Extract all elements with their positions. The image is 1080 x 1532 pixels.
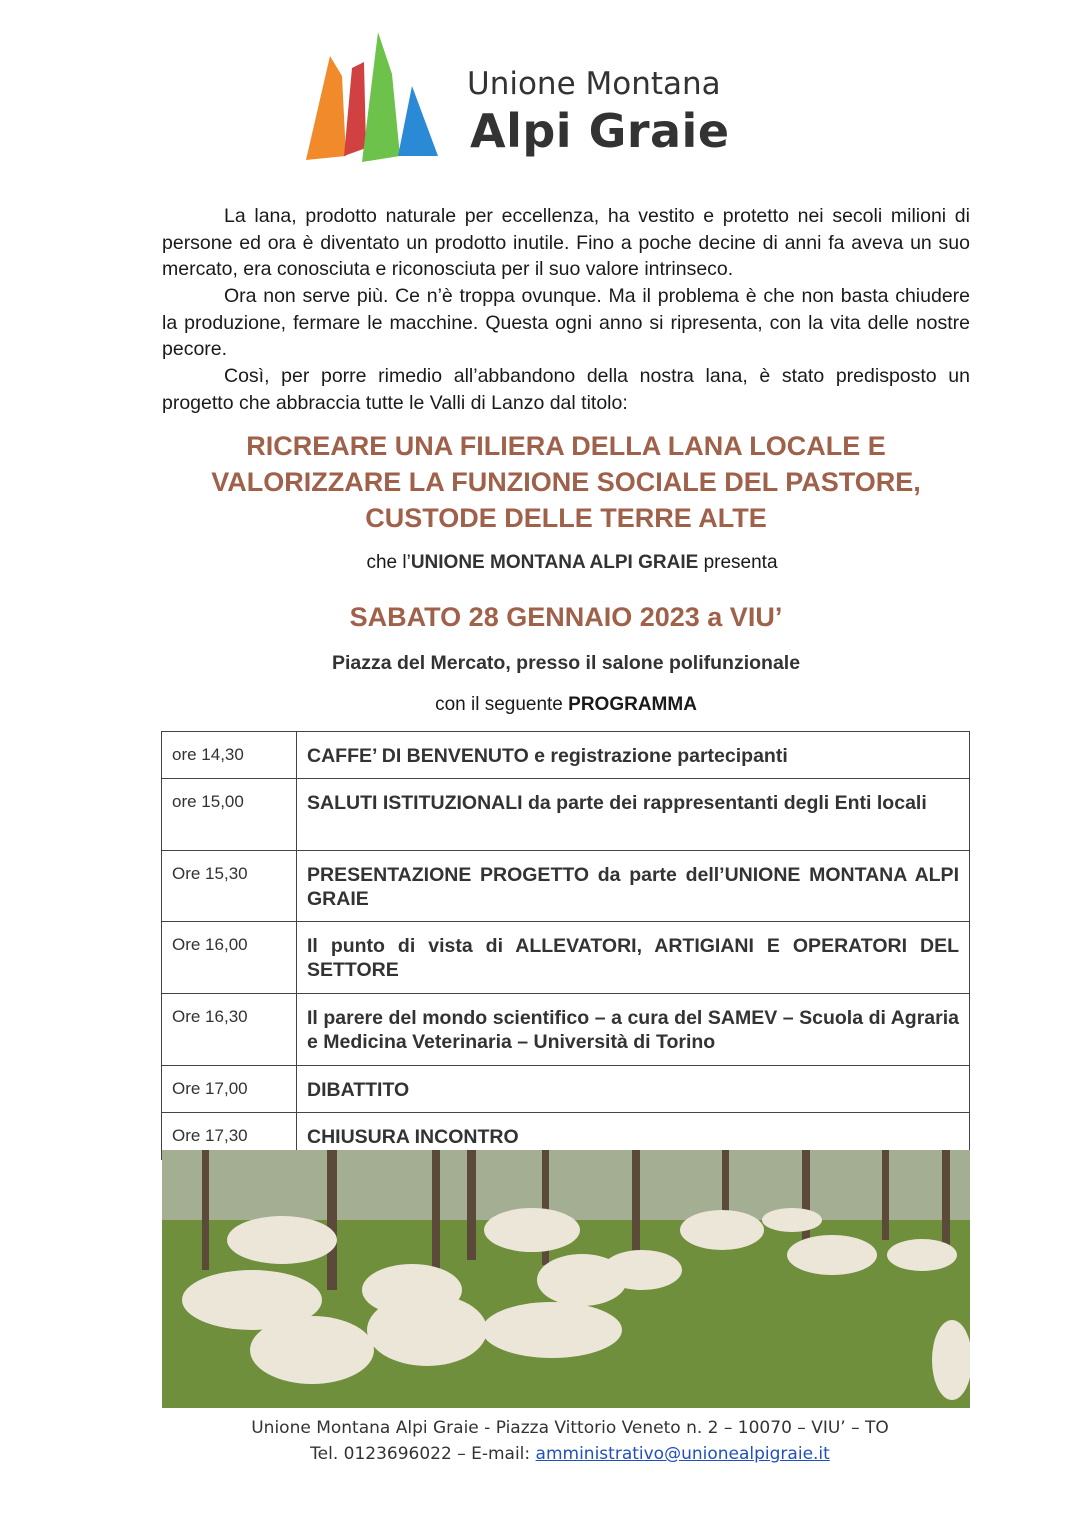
presenter-org: UNIONE MONTANA ALPI GRAIE	[410, 552, 699, 573]
schedule-description: Il punto di vista di ALLEVATORI, ARTIGIANI E OPERATORI DEL SETTORE	[297, 922, 970, 994]
schedule-row	[162, 851, 970, 922]
logo-orange-shape	[306, 56, 346, 160]
intro-paragraph-3: Così, per porre rimedio all’abbandono della nostra lana, è stato predisposto un progetto che abbraccia tutte le Valli di Lanzo dal titolo:	[162, 365, 970, 414]
footer-contacts	[160, 1444, 980, 1464]
sheep-photo	[162, 1150, 970, 1408]
schedule-row	[162, 779, 970, 851]
presenter-line	[162, 552, 982, 574]
schedule-description: DIBATTITO	[297, 1066, 970, 1113]
footer-address: Unione Montana Alpi Graie - Piazza Vittorio Veneto n. 2 – 10070 – VIU’ – TO	[251, 1418, 889, 1438]
schedule-time: Ore 17,00	[162, 1066, 297, 1113]
schedule-row	[162, 922, 970, 994]
brand-name-line1: Unione Montana	[467, 66, 721, 102]
schedule-description: Il parere del mondo scientifico – a cura del SAMEV – Scuola di Agraria e Medicina Veterinaria – Università di Torino	[297, 994, 970, 1066]
event-date: SABATO 28 GENNAIO 2023 a VIU’	[349, 602, 783, 632]
schedule-row	[162, 994, 970, 1066]
logo-red-shape	[344, 62, 366, 156]
footer-phone: Tel. 0123696022 – E-mail:	[310, 1444, 536, 1464]
presenter-pre: che l’	[366, 552, 411, 573]
project-title-line3: CUSTODE DELLE TERRE ALTE	[365, 503, 767, 533]
schedule-row	[162, 732, 970, 779]
intro-paragraph-1: La lana, prodotto naturale per eccellenza, ha vestito e protetto nei secoli milioni di persone ed ora è diventato un prodotto inutile. Fino a poche decine di anni fa aveva un suo mercato, era conosciuta e riconosciuta per il suo valore intrinseco.	[162, 205, 970, 280]
presenter-post: presenta	[698, 552, 778, 573]
schedule-time: Ore 17,30	[162, 1113, 297, 1160]
schedule-description: SALUTI ISTITUZIONALI da parte dei rappresentanti degli Enti locali	[297, 779, 970, 851]
project-title-line1: RICREARE UNA FILIERA DELLA LANA LOCALE E	[246, 431, 886, 461]
schedule-description: PRESENTAZIONE PROGETTO da parte dell’UNIONE MONTANA ALPI GRAIE	[297, 851, 970, 922]
project-title	[162, 428, 970, 536]
logo-blue-shape	[398, 86, 438, 156]
sheep-photo-illustration	[162, 1150, 970, 1408]
program-intro-pre: con il seguente	[435, 694, 569, 715]
schedule-description: CHIUSURA INCONTRO	[297, 1113, 970, 1160]
intro-paragraph-2: Ora non serve più. Ce n’è troppa ovunque. Ma il problema è che non basta chiudere la produzione, fermare le macchine. Questa ogni anno si ripresenta, con la vita delle nostre pecore.	[162, 285, 970, 360]
project-title-line2: VALORIZZARE LA FUNZIONE SOCIALE DEL PASTORE,	[211, 467, 921, 497]
schedule-time: ore 15,00	[162, 779, 297, 851]
schedule-row	[162, 1066, 970, 1113]
schedule-time: ore 14,30	[162, 732, 297, 779]
brand-name-line2: Alpi Graie	[470, 104, 730, 158]
union-logo	[300, 28, 445, 168]
footer-email-link[interactable]: amministrativo@unionealpigraie.it	[535, 1444, 830, 1464]
schedule-time: Ore 16,30	[162, 994, 297, 1066]
schedule-time: Ore 16,00	[162, 922, 297, 994]
schedule-description: CAFFE’ DI BENVENUTO e registrazione partecipanti	[297, 732, 970, 779]
schedule-table	[161, 731, 970, 1160]
logo-green-shape	[362, 32, 400, 162]
program-label: PROGRAMMA	[568, 694, 697, 715]
event-location: Piazza del Mercato, presso il salone polifunzionale	[331, 652, 801, 674]
schedule-time: Ore 15,30	[162, 851, 297, 922]
program-intro	[162, 694, 970, 716]
